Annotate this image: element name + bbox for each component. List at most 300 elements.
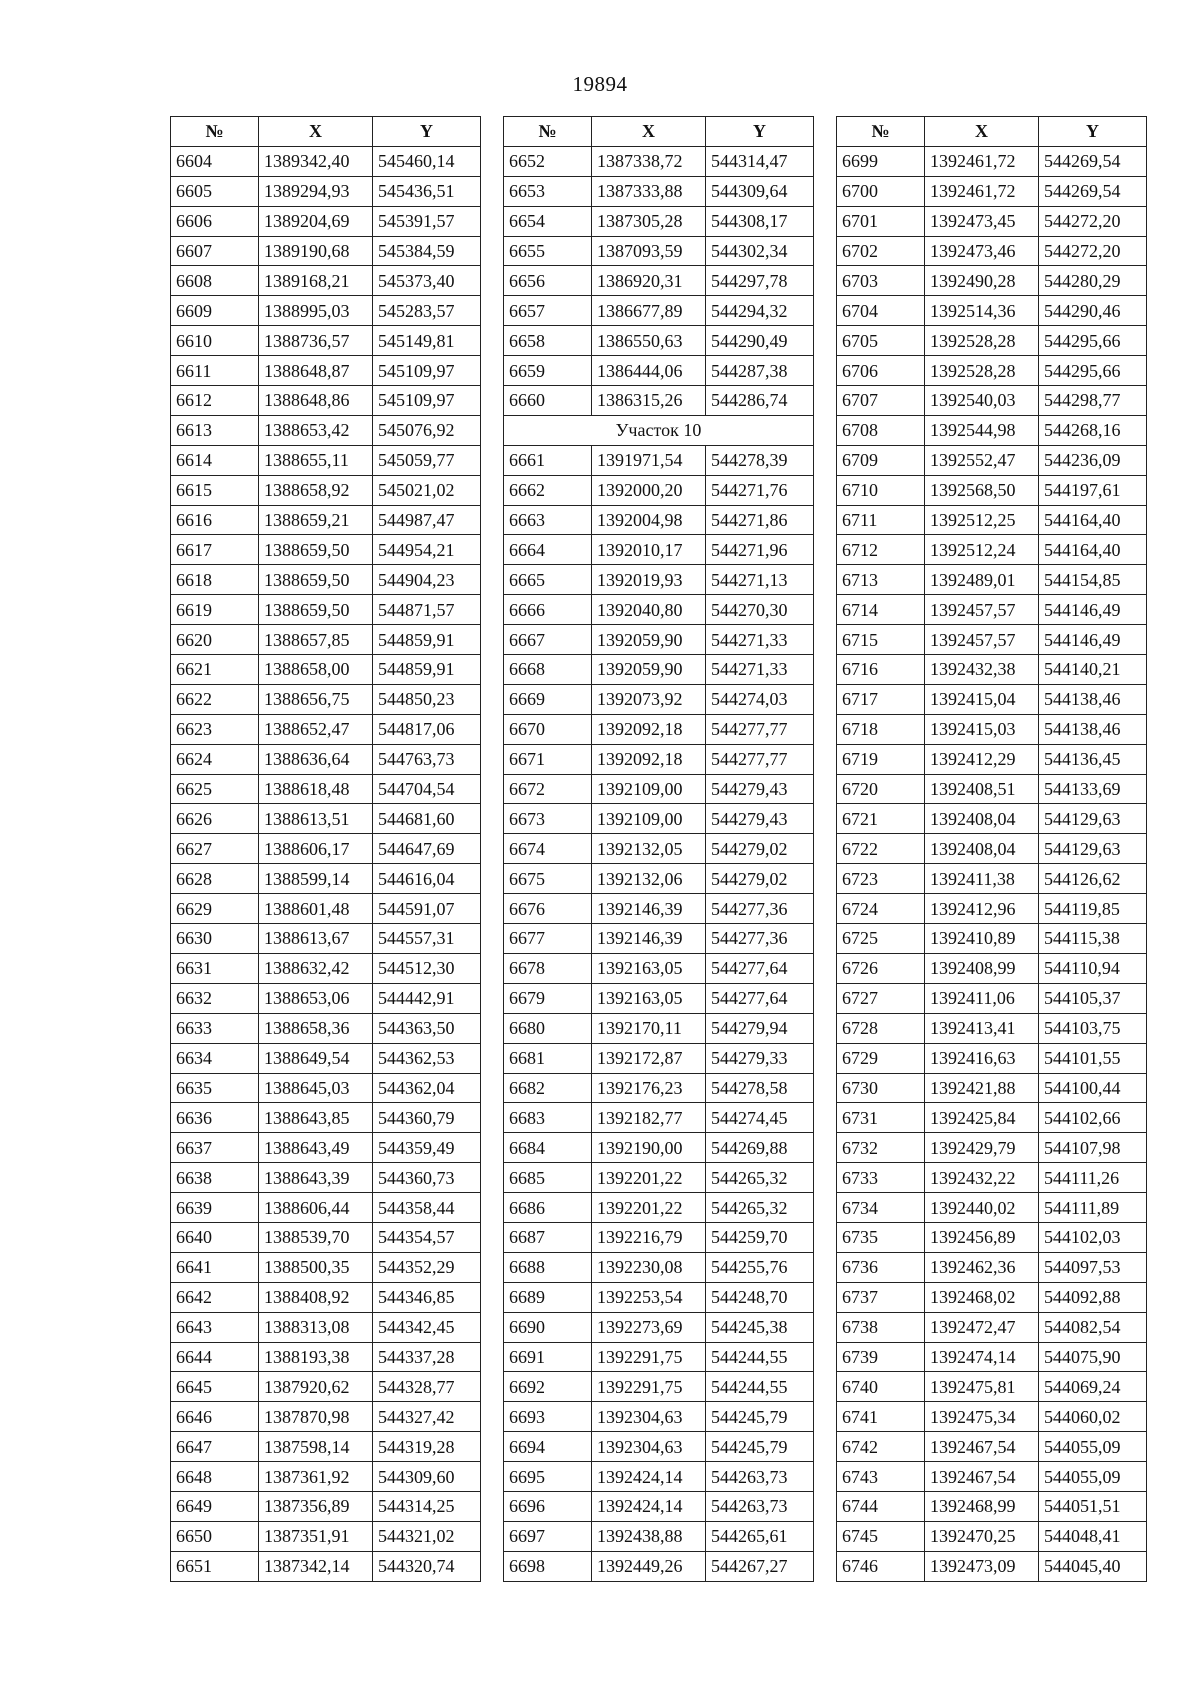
page-number: 19894 bbox=[572, 72, 628, 96]
y-coordinate-cell: 544107,98 bbox=[1039, 1133, 1147, 1163]
x-coordinate-cell: 1388599,14 bbox=[259, 864, 373, 894]
table-row bbox=[504, 1312, 814, 1342]
point-number-cell: 6672 bbox=[504, 774, 592, 804]
y-coordinate-cell: 544954,21 bbox=[373, 535, 481, 565]
point-number-cell: 6700 bbox=[837, 176, 925, 206]
point-number-cell: 6620 bbox=[171, 625, 259, 655]
point-number-cell: 6702 bbox=[837, 236, 925, 266]
x-coordinate-cell: 1392429,79 bbox=[925, 1133, 1039, 1163]
x-coordinate-cell: 1387920,62 bbox=[259, 1372, 373, 1402]
point-number-cell: 6605 bbox=[171, 176, 259, 206]
y-coordinate-cell: 544140,21 bbox=[1039, 655, 1147, 685]
x-coordinate-cell: 1392019,93 bbox=[592, 565, 706, 595]
point-number-cell: 6677 bbox=[504, 924, 592, 954]
y-coordinate-cell: 544279,33 bbox=[706, 1043, 814, 1073]
point-number-cell: 6739 bbox=[837, 1342, 925, 1372]
y-coordinate-cell: 544102,03 bbox=[1039, 1222, 1147, 1252]
y-coordinate-cell: 544987,47 bbox=[373, 505, 481, 535]
x-coordinate-cell: 1392514,36 bbox=[925, 296, 1039, 326]
table-row bbox=[837, 535, 1147, 565]
table-row bbox=[171, 684, 481, 714]
table-row bbox=[837, 1073, 1147, 1103]
point-number-cell: 6697 bbox=[504, 1521, 592, 1551]
table-row bbox=[837, 744, 1147, 774]
table-header-row bbox=[504, 117, 814, 147]
y-coordinate-cell: 544360,73 bbox=[373, 1163, 481, 1193]
x-coordinate-cell: 1392568,50 bbox=[925, 475, 1039, 505]
y-coordinate-cell: 544279,94 bbox=[706, 1013, 814, 1043]
point-number-cell: 6663 bbox=[504, 505, 592, 535]
x-coordinate-cell: 1392473,09 bbox=[925, 1551, 1039, 1581]
table-row bbox=[504, 1043, 814, 1073]
point-number-cell: 6609 bbox=[171, 296, 259, 326]
table-row bbox=[837, 206, 1147, 236]
table-row bbox=[837, 714, 1147, 744]
table-row bbox=[171, 714, 481, 744]
point-number-cell: 6671 bbox=[504, 744, 592, 774]
table-row bbox=[837, 1222, 1147, 1252]
table-header-row bbox=[171, 117, 481, 147]
table-row bbox=[504, 356, 814, 386]
y-coordinate-cell: 544309,60 bbox=[373, 1462, 481, 1492]
table-row bbox=[504, 1013, 814, 1043]
y-coordinate-cell: 545373,40 bbox=[373, 266, 481, 296]
table-row bbox=[171, 236, 481, 266]
table-row bbox=[171, 1013, 481, 1043]
table-row bbox=[504, 834, 814, 864]
y-coordinate-cell: 544048,41 bbox=[1039, 1521, 1147, 1551]
point-number-cell: 6686 bbox=[504, 1193, 592, 1223]
table-row bbox=[837, 1133, 1147, 1163]
point-number-cell: 6704 bbox=[837, 296, 925, 326]
x-coordinate-cell: 1392408,04 bbox=[925, 804, 1039, 834]
y-coordinate-cell: 544314,25 bbox=[373, 1491, 481, 1521]
x-coordinate-cell: 1388648,86 bbox=[259, 386, 373, 416]
table-row bbox=[837, 983, 1147, 1013]
y-coordinate-cell: 544295,66 bbox=[1039, 326, 1147, 356]
point-number-cell: 6714 bbox=[837, 595, 925, 625]
table-row bbox=[837, 924, 1147, 954]
y-coordinate-cell: 544352,29 bbox=[373, 1252, 481, 1282]
y-coordinate-cell: 544060,02 bbox=[1039, 1402, 1147, 1432]
x-coordinate-cell: 1388658,36 bbox=[259, 1013, 373, 1043]
x-coordinate-cell: 1392092,18 bbox=[592, 714, 706, 744]
y-coordinate-cell: 544279,43 bbox=[706, 804, 814, 834]
table-row bbox=[504, 625, 814, 655]
y-coordinate-cell: 544290,46 bbox=[1039, 296, 1147, 326]
table-row bbox=[171, 1193, 481, 1223]
table-row bbox=[837, 1013, 1147, 1043]
table-row bbox=[837, 834, 1147, 864]
table-row bbox=[837, 1372, 1147, 1402]
y-coordinate-cell: 544277,36 bbox=[706, 894, 814, 924]
x-coordinate-cell: 1392475,34 bbox=[925, 1402, 1039, 1432]
point-number-cell: 6738 bbox=[837, 1312, 925, 1342]
y-coordinate-cell: 544319,28 bbox=[373, 1432, 481, 1462]
point-number-cell: 6668 bbox=[504, 655, 592, 685]
table-row bbox=[837, 1193, 1147, 1223]
x-coordinate-cell: 1392146,39 bbox=[592, 924, 706, 954]
point-number-cell: 6706 bbox=[837, 356, 925, 386]
x-coordinate-cell: 1387338,72 bbox=[592, 146, 706, 176]
y-coordinate-cell: 544346,85 bbox=[373, 1282, 481, 1312]
y-coordinate-cell: 544265,32 bbox=[706, 1193, 814, 1223]
x-coordinate-cell: 1392432,38 bbox=[925, 655, 1039, 685]
y-coordinate-cell: 544327,42 bbox=[373, 1402, 481, 1432]
y-coordinate-cell: 544314,47 bbox=[706, 146, 814, 176]
table-row bbox=[504, 924, 814, 954]
x-coordinate-cell: 1388500,35 bbox=[259, 1252, 373, 1282]
y-coordinate-cell: 544267,27 bbox=[706, 1551, 814, 1581]
point-number-cell: 6660 bbox=[504, 386, 592, 416]
point-number-cell: 6623 bbox=[171, 714, 259, 744]
y-coordinate-cell: 544321,02 bbox=[373, 1521, 481, 1551]
point-number-cell: 6713 bbox=[837, 565, 925, 595]
point-number-cell: 6669 bbox=[504, 684, 592, 714]
y-coordinate-cell: 544111,89 bbox=[1039, 1193, 1147, 1223]
y-coordinate-cell: 544359,49 bbox=[373, 1133, 481, 1163]
point-number-cell: 6689 bbox=[504, 1282, 592, 1312]
table-row bbox=[837, 475, 1147, 505]
table-row bbox=[171, 146, 481, 176]
y-coordinate-cell: 544129,63 bbox=[1039, 804, 1147, 834]
x-coordinate-cell: 1392273,69 bbox=[592, 1312, 706, 1342]
x-coordinate-cell: 1392109,00 bbox=[592, 804, 706, 834]
point-number-cell: 6726 bbox=[837, 953, 925, 983]
y-coordinate-cell: 544298,77 bbox=[1039, 386, 1147, 416]
x-coordinate-cell: 1386444,06 bbox=[592, 356, 706, 386]
column-header-number: № bbox=[171, 117, 259, 147]
point-number-cell: 6721 bbox=[837, 804, 925, 834]
point-number-cell: 6679 bbox=[504, 983, 592, 1013]
point-number-cell: 6723 bbox=[837, 864, 925, 894]
y-coordinate-cell: 544263,73 bbox=[706, 1491, 814, 1521]
x-coordinate-cell: 1392540,03 bbox=[925, 386, 1039, 416]
point-number-cell: 6632 bbox=[171, 983, 259, 1013]
x-coordinate-cell: 1392467,54 bbox=[925, 1432, 1039, 1462]
y-coordinate-cell: 544363,50 bbox=[373, 1013, 481, 1043]
y-coordinate-cell: 544681,60 bbox=[373, 804, 481, 834]
table-row bbox=[837, 386, 1147, 416]
x-coordinate-cell: 1392408,51 bbox=[925, 774, 1039, 804]
table-row bbox=[171, 1073, 481, 1103]
y-coordinate-cell: 544133,69 bbox=[1039, 774, 1147, 804]
x-coordinate-cell: 1392000,20 bbox=[592, 475, 706, 505]
x-coordinate-cell: 1392408,04 bbox=[925, 834, 1039, 864]
x-coordinate-cell: 1388736,57 bbox=[259, 326, 373, 356]
table-row bbox=[171, 1222, 481, 1252]
table-row bbox=[504, 684, 814, 714]
x-coordinate-cell: 1388659,50 bbox=[259, 595, 373, 625]
y-coordinate-cell: 544279,43 bbox=[706, 774, 814, 804]
x-coordinate-cell: 1392449,26 bbox=[592, 1551, 706, 1581]
point-number-cell: 6640 bbox=[171, 1222, 259, 1252]
x-coordinate-cell: 1387598,14 bbox=[259, 1432, 373, 1462]
x-coordinate-cell: 1386550,63 bbox=[592, 326, 706, 356]
table-row bbox=[171, 953, 481, 983]
x-coordinate-cell: 1392059,90 bbox=[592, 625, 706, 655]
x-coordinate-cell: 1392473,45 bbox=[925, 206, 1039, 236]
x-coordinate-cell: 1387305,28 bbox=[592, 206, 706, 236]
x-coordinate-cell: 1392490,28 bbox=[925, 266, 1039, 296]
table-row bbox=[171, 1043, 481, 1073]
y-coordinate-cell: 544248,70 bbox=[706, 1282, 814, 1312]
point-number-cell: 6730 bbox=[837, 1073, 925, 1103]
point-number-cell: 6717 bbox=[837, 684, 925, 714]
y-coordinate-cell: 544277,64 bbox=[706, 953, 814, 983]
x-coordinate-cell: 1392462,36 bbox=[925, 1252, 1039, 1282]
x-coordinate-cell: 1392473,46 bbox=[925, 236, 1039, 266]
point-number-cell: 6694 bbox=[504, 1432, 592, 1462]
table-row bbox=[171, 1312, 481, 1342]
table-row bbox=[504, 1073, 814, 1103]
y-coordinate-cell: 544244,55 bbox=[706, 1372, 814, 1402]
x-coordinate-cell: 1388653,42 bbox=[259, 415, 373, 445]
table-row bbox=[171, 744, 481, 774]
point-number-cell: 6728 bbox=[837, 1013, 925, 1043]
x-coordinate-cell: 1392472,47 bbox=[925, 1312, 1039, 1342]
point-number-cell: 6711 bbox=[837, 505, 925, 535]
point-number-cell: 6696 bbox=[504, 1491, 592, 1521]
table-row bbox=[504, 326, 814, 356]
y-coordinate-cell: 544154,85 bbox=[1039, 565, 1147, 595]
point-number-cell: 6732 bbox=[837, 1133, 925, 1163]
y-coordinate-cell: 544269,54 bbox=[1039, 176, 1147, 206]
column-header-y: Y bbox=[1039, 117, 1147, 147]
table-row bbox=[504, 655, 814, 685]
y-coordinate-cell: 544817,06 bbox=[373, 714, 481, 744]
point-number-cell: 6612 bbox=[171, 386, 259, 416]
table-row bbox=[171, 1521, 481, 1551]
point-number-cell: 6611 bbox=[171, 356, 259, 386]
x-coordinate-cell: 1392475,81 bbox=[925, 1372, 1039, 1402]
table-row bbox=[504, 1103, 814, 1133]
x-coordinate-cell: 1392109,00 bbox=[592, 774, 706, 804]
y-coordinate-cell: 545149,81 bbox=[373, 326, 481, 356]
x-coordinate-cell: 1392438,88 bbox=[592, 1521, 706, 1551]
table-row bbox=[504, 146, 814, 176]
point-number-cell: 6615 bbox=[171, 475, 259, 505]
point-number-cell: 6659 bbox=[504, 356, 592, 386]
y-coordinate-cell: 544337,28 bbox=[373, 1342, 481, 1372]
x-coordinate-cell: 1388656,75 bbox=[259, 684, 373, 714]
x-coordinate-cell: 1388632,42 bbox=[259, 953, 373, 983]
table-row bbox=[837, 565, 1147, 595]
point-number-cell: 6667 bbox=[504, 625, 592, 655]
y-coordinate-cell: 544512,30 bbox=[373, 953, 481, 983]
point-number-cell: 6646 bbox=[171, 1402, 259, 1432]
point-number-cell: 6642 bbox=[171, 1282, 259, 1312]
x-coordinate-cell: 1387870,98 bbox=[259, 1402, 373, 1432]
point-number-cell: 6716 bbox=[837, 655, 925, 685]
x-coordinate-cell: 1392410,89 bbox=[925, 924, 1039, 954]
y-coordinate-cell: 545384,59 bbox=[373, 236, 481, 266]
y-coordinate-cell: 544146,49 bbox=[1039, 595, 1147, 625]
point-number-cell: 6735 bbox=[837, 1222, 925, 1252]
point-number-cell: 6746 bbox=[837, 1551, 925, 1581]
x-coordinate-cell: 1388659,21 bbox=[259, 505, 373, 535]
y-coordinate-cell: 544111,26 bbox=[1039, 1163, 1147, 1193]
point-number-cell: 6687 bbox=[504, 1222, 592, 1252]
x-coordinate-cell: 1392291,75 bbox=[592, 1372, 706, 1402]
table-row bbox=[171, 983, 481, 1013]
y-coordinate-cell: 544704,54 bbox=[373, 774, 481, 804]
x-coordinate-cell: 1392489,01 bbox=[925, 565, 1039, 595]
point-number-cell: 6690 bbox=[504, 1312, 592, 1342]
point-number-cell: 6650 bbox=[171, 1521, 259, 1551]
point-number-cell: 6719 bbox=[837, 744, 925, 774]
y-coordinate-cell: 544309,64 bbox=[706, 176, 814, 206]
x-coordinate-cell: 1392304,63 bbox=[592, 1432, 706, 1462]
y-coordinate-cell: 544271,33 bbox=[706, 655, 814, 685]
table-row bbox=[837, 1043, 1147, 1073]
point-number-cell: 6604 bbox=[171, 146, 259, 176]
y-coordinate-cell: 544358,44 bbox=[373, 1193, 481, 1223]
point-number-cell: 6682 bbox=[504, 1073, 592, 1103]
x-coordinate-cell: 1392201,22 bbox=[592, 1163, 706, 1193]
point-number-cell: 6712 bbox=[837, 535, 925, 565]
y-coordinate-cell: 544271,76 bbox=[706, 475, 814, 505]
x-coordinate-cell: 1392004,98 bbox=[592, 505, 706, 535]
x-coordinate-cell: 1392474,14 bbox=[925, 1342, 1039, 1372]
x-coordinate-cell: 1392467,54 bbox=[925, 1462, 1039, 1492]
table-row bbox=[171, 206, 481, 236]
table-row bbox=[504, 176, 814, 206]
x-coordinate-cell: 1388643,39 bbox=[259, 1163, 373, 1193]
y-coordinate-cell: 544197,61 bbox=[1039, 475, 1147, 505]
point-number-cell: 6635 bbox=[171, 1073, 259, 1103]
y-coordinate-cell: 544146,49 bbox=[1039, 625, 1147, 655]
x-coordinate-cell: 1388313,08 bbox=[259, 1312, 373, 1342]
table-row bbox=[171, 774, 481, 804]
table-row bbox=[171, 1133, 481, 1163]
point-number-cell: 6631 bbox=[171, 953, 259, 983]
x-coordinate-cell: 1388659,50 bbox=[259, 565, 373, 595]
x-coordinate-cell: 1387093,59 bbox=[592, 236, 706, 266]
y-coordinate-cell: 544271,86 bbox=[706, 505, 814, 535]
y-coordinate-cell: 544591,07 bbox=[373, 894, 481, 924]
table-row bbox=[837, 1282, 1147, 1312]
y-coordinate-cell: 545021,02 bbox=[373, 475, 481, 505]
y-coordinate-cell: 544265,32 bbox=[706, 1163, 814, 1193]
column-header-y: Y bbox=[373, 117, 481, 147]
y-coordinate-cell: 544051,51 bbox=[1039, 1491, 1147, 1521]
y-coordinate-cell: 544269,88 bbox=[706, 1133, 814, 1163]
table-row bbox=[171, 1402, 481, 1432]
table-row bbox=[171, 296, 481, 326]
x-coordinate-cell: 1392421,88 bbox=[925, 1073, 1039, 1103]
point-number-cell: 6613 bbox=[171, 415, 259, 445]
table-row bbox=[171, 445, 481, 475]
point-number-cell: 6617 bbox=[171, 535, 259, 565]
x-coordinate-cell: 1392201,22 bbox=[592, 1193, 706, 1223]
point-number-cell: 6737 bbox=[837, 1282, 925, 1312]
table-row bbox=[171, 266, 481, 296]
table-row bbox=[837, 326, 1147, 356]
x-coordinate-cell: 1392457,57 bbox=[925, 595, 1039, 625]
table-row bbox=[504, 983, 814, 1013]
x-coordinate-cell: 1386920,31 bbox=[592, 266, 706, 296]
y-coordinate-cell: 544259,70 bbox=[706, 1222, 814, 1252]
point-number-cell: 6725 bbox=[837, 924, 925, 954]
x-coordinate-cell: 1391971,54 bbox=[592, 445, 706, 475]
y-coordinate-cell: 544277,36 bbox=[706, 924, 814, 954]
table-row bbox=[504, 1282, 814, 1312]
table-row bbox=[171, 804, 481, 834]
point-number-cell: 6742 bbox=[837, 1432, 925, 1462]
y-coordinate-cell: 545059,77 bbox=[373, 445, 481, 475]
y-coordinate-cell: 544557,31 bbox=[373, 924, 481, 954]
y-coordinate-cell: 545109,97 bbox=[373, 386, 481, 416]
y-coordinate-cell: 544362,53 bbox=[373, 1043, 481, 1073]
point-number-cell: 6639 bbox=[171, 1193, 259, 1223]
x-coordinate-cell: 1392528,28 bbox=[925, 356, 1039, 386]
table-row bbox=[171, 655, 481, 685]
point-number-cell: 6734 bbox=[837, 1193, 925, 1223]
y-coordinate-cell: 544269,54 bbox=[1039, 146, 1147, 176]
x-coordinate-cell: 1392163,05 bbox=[592, 983, 706, 1013]
x-coordinate-cell: 1392073,92 bbox=[592, 684, 706, 714]
point-number-cell: 6692 bbox=[504, 1372, 592, 1402]
x-coordinate-cell: 1388653,06 bbox=[259, 983, 373, 1013]
table-row bbox=[504, 1462, 814, 1492]
table-row bbox=[837, 1521, 1147, 1551]
point-number-cell: 6724 bbox=[837, 894, 925, 924]
column-header-number: № bbox=[837, 117, 925, 147]
table-row bbox=[504, 804, 814, 834]
table-row bbox=[171, 1491, 481, 1521]
y-coordinate-cell: 545460,14 bbox=[373, 146, 481, 176]
y-coordinate-cell: 544270,30 bbox=[706, 595, 814, 625]
x-coordinate-cell: 1392132,05 bbox=[592, 834, 706, 864]
x-coordinate-cell: 1392468,02 bbox=[925, 1282, 1039, 1312]
y-coordinate-cell: 544290,49 bbox=[706, 326, 814, 356]
table-row bbox=[837, 1342, 1147, 1372]
x-coordinate-cell: 1388636,64 bbox=[259, 744, 373, 774]
point-number-cell: 6633 bbox=[171, 1013, 259, 1043]
y-coordinate-cell: 544136,45 bbox=[1039, 744, 1147, 774]
point-number-cell: 6637 bbox=[171, 1133, 259, 1163]
point-number-cell: 6628 bbox=[171, 864, 259, 894]
x-coordinate-cell: 1388659,50 bbox=[259, 535, 373, 565]
table-row bbox=[504, 1133, 814, 1163]
x-coordinate-cell: 1392425,84 bbox=[925, 1103, 1039, 1133]
table-row bbox=[504, 266, 814, 296]
y-coordinate-cell: 544244,55 bbox=[706, 1342, 814, 1372]
point-number-cell: 6606 bbox=[171, 206, 259, 236]
table-row bbox=[171, 326, 481, 356]
x-coordinate-cell: 1392552,47 bbox=[925, 445, 1039, 475]
table-row bbox=[171, 595, 481, 625]
x-coordinate-cell: 1392424,14 bbox=[592, 1491, 706, 1521]
y-coordinate-cell: 544272,20 bbox=[1039, 206, 1147, 236]
y-coordinate-cell: 544278,39 bbox=[706, 445, 814, 475]
point-number-cell: 6708 bbox=[837, 415, 925, 445]
coordinates-table-3 bbox=[836, 116, 1147, 1582]
x-coordinate-cell: 1392528,28 bbox=[925, 326, 1039, 356]
y-coordinate-cell: 544164,40 bbox=[1039, 505, 1147, 535]
table-row bbox=[504, 1521, 814, 1551]
table-row bbox=[504, 1342, 814, 1372]
y-coordinate-cell: 544271,33 bbox=[706, 625, 814, 655]
point-number-cell: 6666 bbox=[504, 595, 592, 625]
table-row bbox=[504, 894, 814, 924]
table-row bbox=[837, 1402, 1147, 1432]
x-coordinate-cell: 1388193,38 bbox=[259, 1342, 373, 1372]
y-coordinate-cell: 544110,94 bbox=[1039, 953, 1147, 983]
y-coordinate-cell: 544904,23 bbox=[373, 565, 481, 595]
point-number-cell: 6625 bbox=[171, 774, 259, 804]
